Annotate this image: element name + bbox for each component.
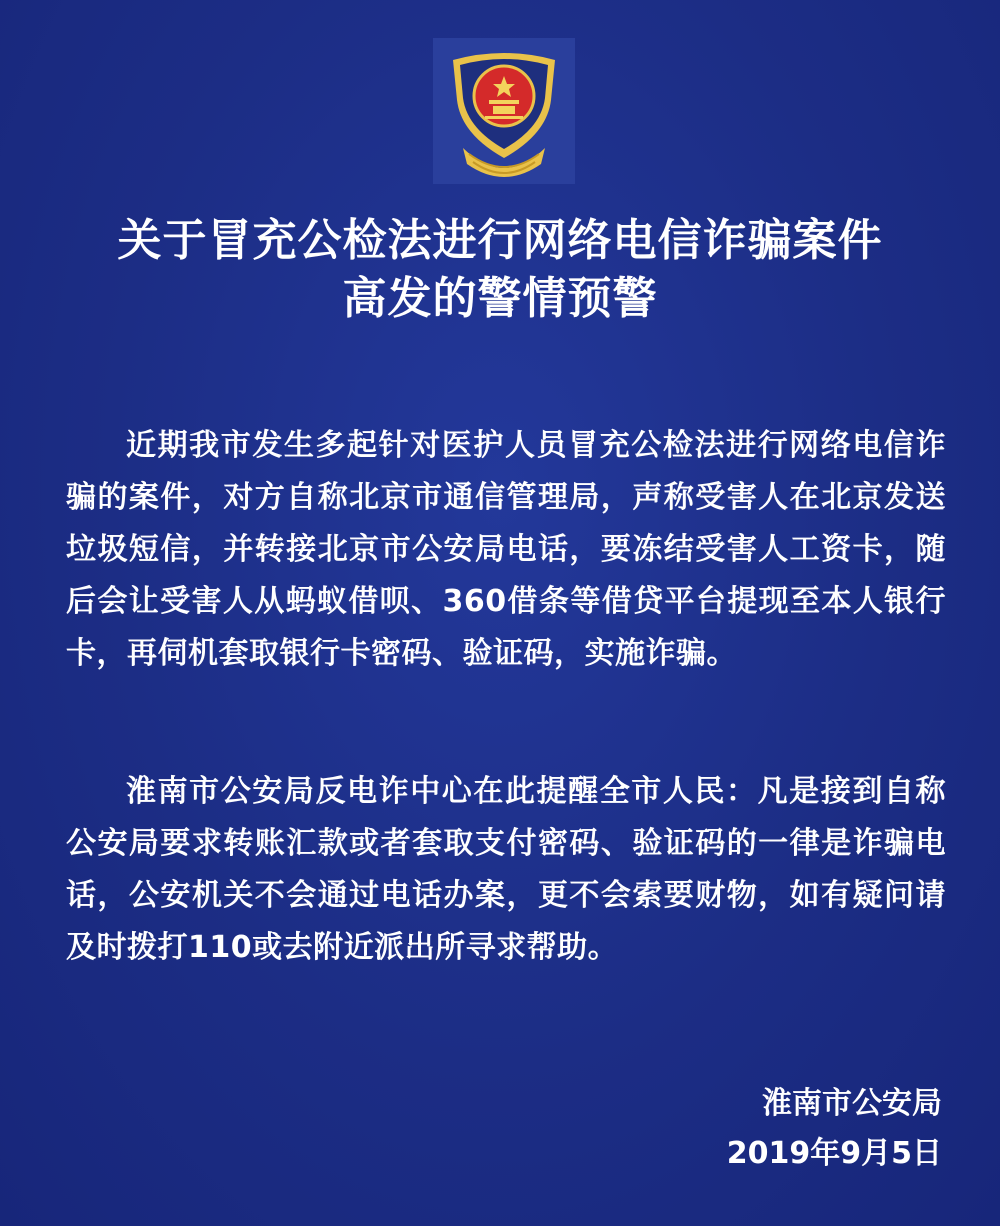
page-title [0, 212, 1000, 328]
body-paragraph-1: 近期我市发生多起针对医护人员冒充公检法进行网络电信诈骗的案件，对方自称北京市通信管理局，声称受害人在北京发送垃圾短信，并转接北京市公安局电话，要冻结受害人工资卡，随后会让受害人从蚂蚁借呗、360借条等借贷平台提现至本人银行卡，再伺机套取银行卡密码、验证码，实施诈骗。 [66, 428, 946, 671]
signature-organization: 淮南市公安局 [762, 1086, 942, 1121]
signature-date: 2019年9月5日 [726, 1136, 942, 1171]
police-emblem-icon [433, 38, 575, 184]
title-line-1: 关于冒充公检法进行网络电信诈骗案件 [117, 215, 883, 266]
body-paragraph-2: 淮南市公安局反电诈中心在此提醒全市人民：凡是接到自称公安局要求转账汇款或者套取支付密码、验证码的一律是诈骗电话，公安机关不会通过电话办案，更不会索要财物，如有疑问请及时拨打110或去附近派出所寻求帮助。 [66, 774, 946, 965]
police-emblem [433, 38, 575, 184]
title-line-2: 高发的警情预警 [342, 273, 658, 324]
